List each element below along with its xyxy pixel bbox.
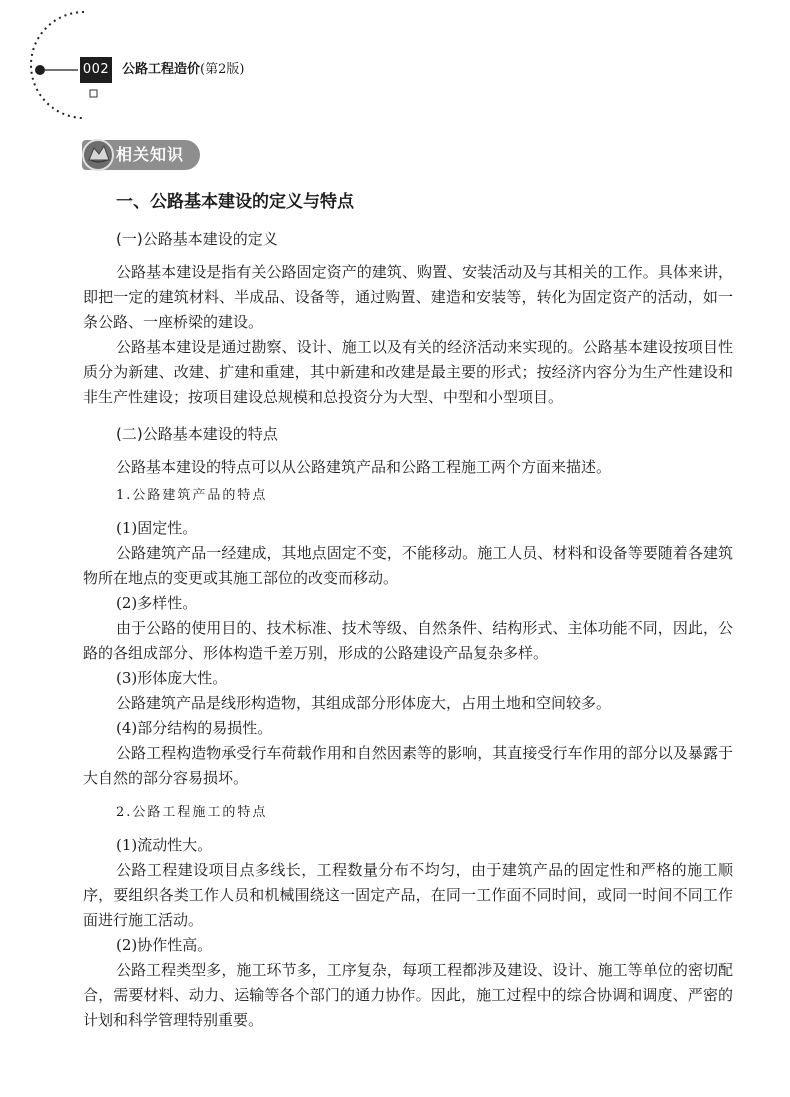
paragraph: 公路工程类型多，施工环节多，工序复杂，每项工程都涉及建设、设计、施工等单位的密切配合，需要材料、动力、运输等各个部门的通力协作。因此，施工过程中的综合协调和调度、严密的计划和科学管理特别重要。: [83, 961, 733, 1029]
book-edition: (第2版): [200, 62, 245, 77]
paragraph: 公路工程构造物承受行车荷载作用和自然因素等的影响，其直接受行车作用的部分以及暴露于大自然的部分容易损坏。: [83, 744, 733, 787]
list-item-title: (4)部分结构的易损性。: [116, 719, 273, 737]
part-title-2: 2.公路工程施工的特点: [116, 805, 268, 820]
related-knowledge-badge: [82, 140, 200, 170]
list-item-title: (2)协作性高。: [116, 936, 213, 954]
knowledge-icon: [82, 138, 116, 172]
book-title: 公路工程造价: [122, 62, 201, 77]
part-title-1: 1.公路建筑产品的特点: [116, 488, 268, 503]
list-item-title: (1)固定性。: [116, 519, 198, 537]
header-decoration: [0, 0, 790, 120]
page-body: [83, 188, 733, 1033]
subsection-title-1: (一)公路基本建设的定义: [116, 230, 278, 248]
paragraph: 公路基本建设是通过勘察、设计、施工以及有关的经济活动来实现的。公路基本建设按项目性质分为新建、改建、扩建和重建，其中新建和改建是最主要的形式；按经济内容分为生产性建设和非生产性建设；按项目建设总规模和总投资分为大型、中型和小型项目。: [83, 338, 733, 406]
paragraph: 公路工程建设项目点多线长，工程数量分布不均匀，由于建筑产品的固定性和严格的施工顺序，要组织各类工作人员和机械围绕这一固定产品，在同一工作面不同时间，或同一时间不同工作面进行施工活动。: [83, 861, 733, 929]
list-item-title: (2)多样性。: [116, 594, 198, 612]
running-title: [122, 58, 244, 82]
section-title: 一、公路基本建设的定义与特点: [116, 192, 354, 212]
page-number: 002: [80, 57, 112, 83]
paragraph: 公路基本建设的特点可以从公路建筑产品和公路工程施工两个方面来描述。: [116, 458, 612, 476]
list-item-title: (1)流动性大。: [116, 836, 213, 854]
page-header: [0, 0, 790, 120]
subsection-title-2: (二)公路基本建设的特点: [116, 425, 278, 443]
list-item-title: (3)形体庞大性。: [116, 669, 228, 687]
paragraph: 公路基本建设是指有关公路固定资产的建筑、购置、安装活动及与其相关的工作。具体来讲，即把一定的建筑材料、半成品、设备等，通过购置、建造和安装等，转化为固定资产的活动，如一条公路、一座桥梁的建设。: [83, 263, 733, 331]
paragraph: 公路建筑产品是线形构造物，其组成部分形体庞大，占用土地和空间较多。: [116, 694, 612, 712]
paragraph: 公路建筑产品一经建成，其地点固定不变，不能移动。施工人员、材料和设备等要随着各建筑物所在地点的变更或其施工部位的改变而移动。: [83, 544, 733, 587]
badge-label: 相关知识: [116, 145, 185, 164]
paragraph: 由于公路的使用目的、技术标准、技术等级、自然条件、结构形式、主体功能不同，因此，公路的各组成部分、形体构造千差万别，形成的公路建设产品复杂多样。: [83, 619, 733, 662]
